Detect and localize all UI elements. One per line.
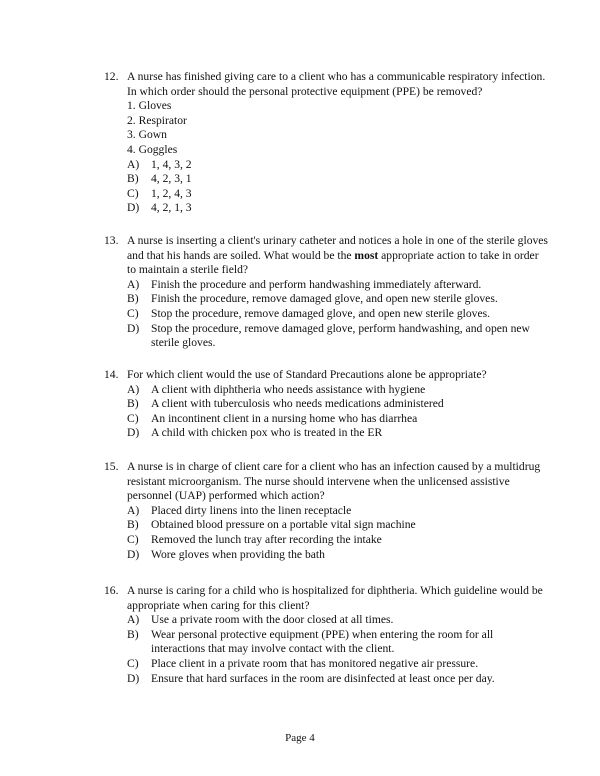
question-stem: A nurse has finished giving care to a client who has a communicable respiratory infection. In which order should the personal protective equipment (PPE) be removed?	[127, 70, 546, 98]
option-text: 1, 4, 3, 2	[151, 157, 192, 171]
option-letter: A)	[127, 382, 140, 396]
answer-option	[127, 412, 549, 427]
option-letter: C)	[127, 532, 139, 546]
answer-option	[127, 292, 549, 307]
option-text: Removed the lunch tray after recording the intake	[151, 532, 382, 546]
option-letter: C)	[127, 656, 139, 670]
answer-option	[127, 322, 549, 351]
answer-option	[127, 201, 549, 216]
option-letter: D)	[127, 671, 140, 685]
option-text: Wear personal protective equipment (PPE) when entering the room for all interactions that may involve contact with the client.	[151, 627, 494, 656]
answer-option	[127, 657, 549, 672]
question-stem: A nurse is caring for a child who is hospitalized for diphtheria. Which guideline would be appropriate when caring for this client?	[127, 584, 543, 612]
stem-text: A nurse is inserting a client's urinary catheter and notices a hole in one of the sterile gloves and that his hands are soiled. What would be the	[127, 234, 548, 262]
answer-option	[127, 613, 549, 628]
option-text: Wore gloves when providing the bath	[151, 547, 325, 561]
option-letter: B)	[127, 397, 139, 411]
option-text: 1, 2, 4, 3	[151, 186, 192, 200]
option-letter: A)	[127, 157, 140, 171]
question-number: 15.	[104, 460, 119, 473]
option-letter: B)	[127, 627, 139, 641]
question-15	[104, 460, 549, 562]
answer-option	[127, 548, 549, 563]
answer-option	[127, 628, 549, 657]
answer-option	[127, 278, 549, 293]
option-letter: D)	[127, 201, 140, 215]
option-letter: B)	[127, 292, 139, 306]
question-number: 16.	[104, 584, 119, 597]
answer-option	[127, 172, 549, 187]
option-letter: B)	[127, 172, 139, 186]
option-text: A child with chicken pox who is treated in the ER	[151, 426, 383, 440]
option-letter: A)	[127, 613, 140, 627]
question-number: 13.	[104, 234, 119, 247]
question-stem: A nurse is in charge of client care for a client who has an infection caused by a multidrug resistant microorganism. The nurse should intervene when the unlicensed assistive personnel (UAP) performed which action?	[127, 460, 541, 503]
option-text: Ensure that hard surfaces in the room are disinfected at least once per day.	[151, 671, 495, 685]
option-text: Obtained blood pressure on a portable vital sign machine	[151, 518, 416, 532]
option-letter: D)	[127, 547, 140, 561]
option-text: 4, 2, 3, 1	[151, 172, 192, 186]
option-letter: A)	[127, 277, 140, 291]
option-letter: D)	[127, 426, 140, 440]
answer-option	[127, 383, 549, 398]
answer-option	[127, 158, 549, 173]
option-letter: D)	[127, 321, 140, 335]
question-stem: For which client would the use of Standard Precautions alone be appropriate?	[127, 368, 487, 381]
option-text: Placed dirty linens into the linen receptacle	[151, 503, 352, 517]
answer-option	[127, 426, 549, 441]
option-text: A client with diphtheria who needs assistance with hygiene	[151, 382, 426, 396]
option-letter: C)	[127, 306, 139, 320]
option-text: Stop the procedure, remove damaged glove, perform handwashing, and open new sterile gloves.	[151, 321, 530, 350]
answer-option	[127, 397, 549, 412]
option-text: Finish the procedure, remove damaged glove, and open new sterile gloves.	[151, 292, 498, 306]
answer-option	[127, 504, 549, 519]
option-text: 4, 2, 1, 3	[151, 201, 192, 215]
option-text: Use a private room with the door closed at all times.	[151, 613, 394, 627]
answer-option	[127, 672, 549, 687]
sub-item: 3. Gown	[127, 128, 167, 142]
question-stem	[127, 234, 549, 278]
answer-option	[127, 533, 549, 548]
sub-item: 4. Goggles	[127, 142, 178, 156]
option-text: Finish the procedure and perform handwashing immediately afterward.	[151, 277, 482, 291]
option-letter: C)	[127, 186, 139, 200]
sub-item: 1. Gloves	[127, 99, 172, 113]
question-number: 12.	[104, 70, 119, 83]
answer-option	[127, 518, 549, 533]
question-14	[104, 368, 549, 441]
option-text: A client with tuberculosis who needs medications administered	[151, 397, 444, 411]
question-16	[104, 584, 549, 686]
option-letter: B)	[127, 518, 139, 532]
answer-option	[127, 187, 549, 202]
option-letter: C)	[127, 411, 139, 425]
answer-option	[127, 307, 549, 322]
sub-item: 2. Respirator	[127, 113, 187, 127]
page-number: Page 4	[285, 732, 315, 744]
question-12	[104, 70, 549, 216]
option-letter: A)	[127, 503, 140, 517]
option-text: Stop the procedure, remove damaged glove, and open new sterile gloves.	[151, 306, 491, 320]
stem-text: appropriate action to take in order to maintain a sterile field?	[127, 248, 539, 277]
option-text: Place client in a private room that has monitored negative air pressure.	[151, 656, 479, 670]
stem-emphasis: most	[354, 248, 379, 262]
question-number: 14.	[104, 368, 119, 381]
option-text: An incontinent client in a nursing home who has diarrhea	[151, 411, 418, 425]
question-13	[104, 234, 549, 351]
